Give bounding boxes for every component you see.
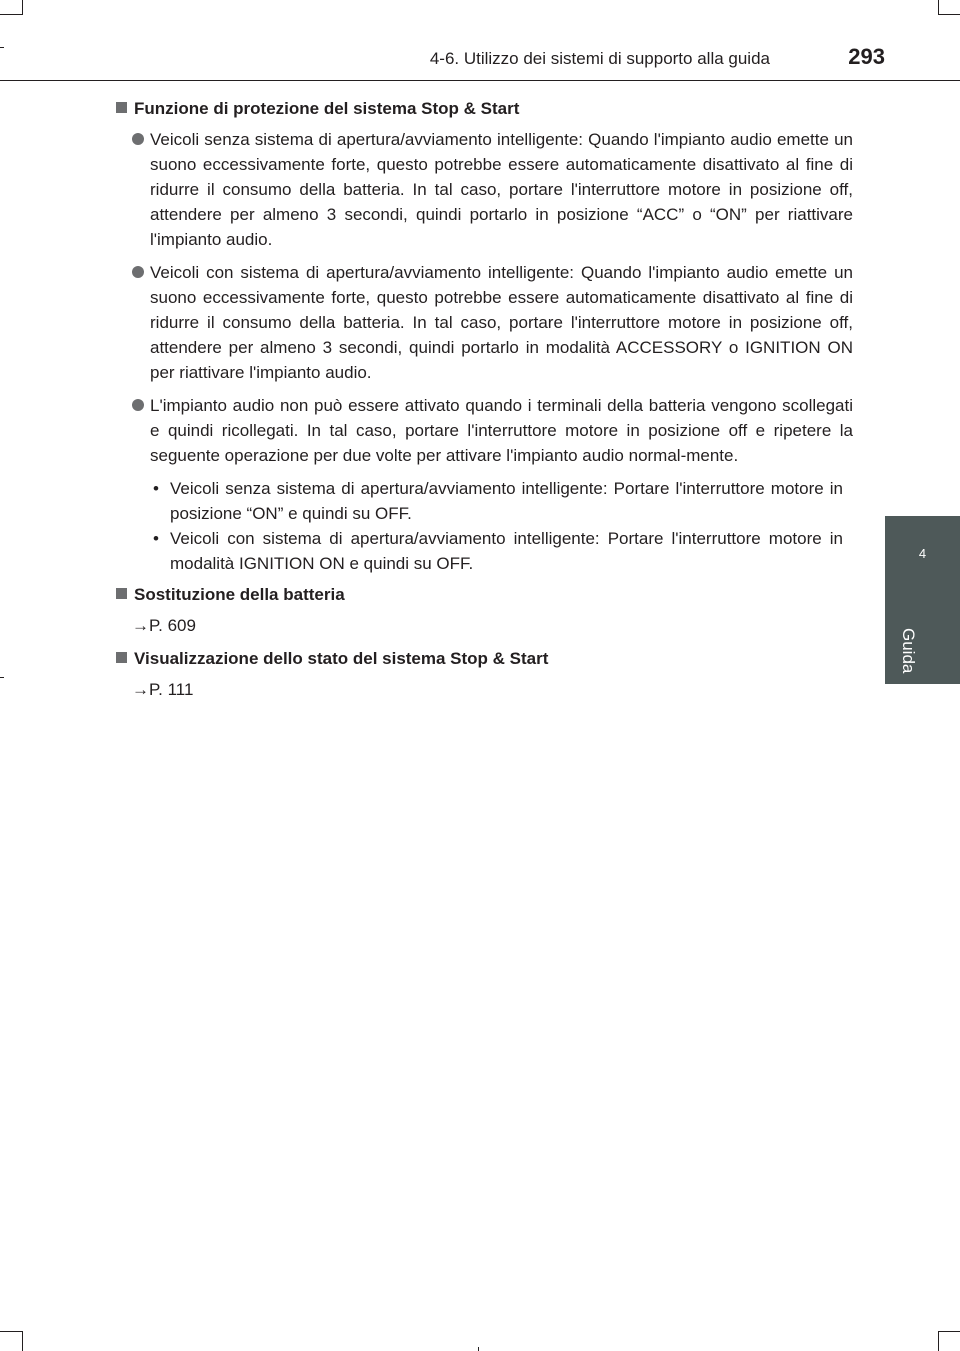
square-bullet-icon bbox=[116, 652, 127, 663]
page-reference[interactable]: →P. 111 bbox=[132, 680, 194, 699]
sub-list-item-text: Veicoli con sistema di apertura/avviamento intelligente: Portare l'interruttore motore in modalità IGNITION ON e quindi su OFF. bbox=[170, 529, 843, 573]
sub-list bbox=[153, 476, 853, 576]
chapter-number: 4 bbox=[918, 546, 927, 561]
crop-mark bbox=[938, 0, 939, 15]
dot-marker-icon: • bbox=[153, 529, 159, 548]
chapter-tab bbox=[885, 516, 960, 596]
heading-text: Sostituzione della batteria bbox=[134, 585, 345, 604]
square-bullet-icon bbox=[116, 588, 127, 599]
section-heading bbox=[113, 96, 853, 121]
sub-list-item-text: Veicoli senza sistema di apertura/avviamento intelligente: Portare l'interruttore motore in posizione “ON” e quindi su OFF. bbox=[170, 479, 843, 523]
crop-mark bbox=[0, 14, 22, 15]
registration-tick bbox=[478, 1347, 479, 1351]
heading-text: Visualizzazione dello stato del sistema Stop & Start bbox=[134, 649, 549, 668]
sub-list-item bbox=[153, 526, 843, 576]
crop-mark bbox=[938, 1331, 939, 1351]
crop-mark bbox=[22, 1331, 23, 1351]
page-number: 293 bbox=[848, 44, 885, 69]
heading-text: Funzione di protezione del sistema Stop & Start bbox=[134, 99, 520, 118]
crop-mark bbox=[938, 1331, 960, 1332]
list-item bbox=[132, 393, 853, 468]
round-bullet-icon bbox=[132, 266, 144, 278]
chapter-label: Guida bbox=[899, 628, 918, 674]
chapter-strip bbox=[885, 596, 960, 684]
list-item bbox=[132, 127, 853, 252]
dot-marker-icon: • bbox=[153, 479, 159, 498]
section-heading bbox=[113, 646, 853, 671]
section-heading bbox=[113, 582, 853, 607]
list-item-text: Veicoli senza sistema di apertura/avviamento intelligente: Quando l'impianto audio emette un suono eccessivamente forte, questo potrebbe essere automaticamente disattivato al fine di ridurre il consumo della batteria. In tal caso, portare l'interruttore motore in posizione off, attendere per almeno 3 secondi, quindi portarlo in posizione “ACC” o “ON” per riattivare l'impianto audio. bbox=[150, 130, 853, 249]
sub-list-item bbox=[153, 476, 843, 526]
square-bullet-icon bbox=[116, 102, 127, 113]
round-bullet-icon bbox=[132, 133, 144, 145]
page-reference[interactable]: →P. 609 bbox=[132, 616, 196, 635]
crop-mark bbox=[22, 0, 23, 15]
list-item-text: Veicoli con sistema di apertura/avviamento intelligente: Quando l'impianto audio emette un suono eccessivamente forte, questo potrebbe essere automaticamente disattivato al fine di ridurre il consumo della batteria. In tal caso, portare l'interruttore motore in posizione off, attendere per almeno 3 secondi, quindi portarlo in modalità ACCESSORY o IGNITION ON per riattivare l'impianto audio. bbox=[150, 263, 853, 382]
round-bullet-icon bbox=[132, 399, 144, 411]
registration-tick bbox=[0, 677, 4, 678]
section-header: 4-6. Utilizzo dei sistemi di supporto alla guida bbox=[429, 49, 770, 68]
list-item bbox=[132, 260, 853, 385]
header-rule bbox=[0, 80, 960, 81]
crop-mark bbox=[0, 1331, 22, 1332]
crop-mark bbox=[938, 14, 960, 15]
list-item-text: L'impianto audio non può essere attivato quando i terminali della batteria vengono scollegati e quindi ricollegati. In tal caso, portare l'interruttore motore in posizione off e ripetere la seguente operazione per due volte per attivare l'impianto audio normal-mente. bbox=[150, 396, 853, 465]
page-content bbox=[113, 96, 853, 710]
registration-tick bbox=[0, 47, 4, 48]
